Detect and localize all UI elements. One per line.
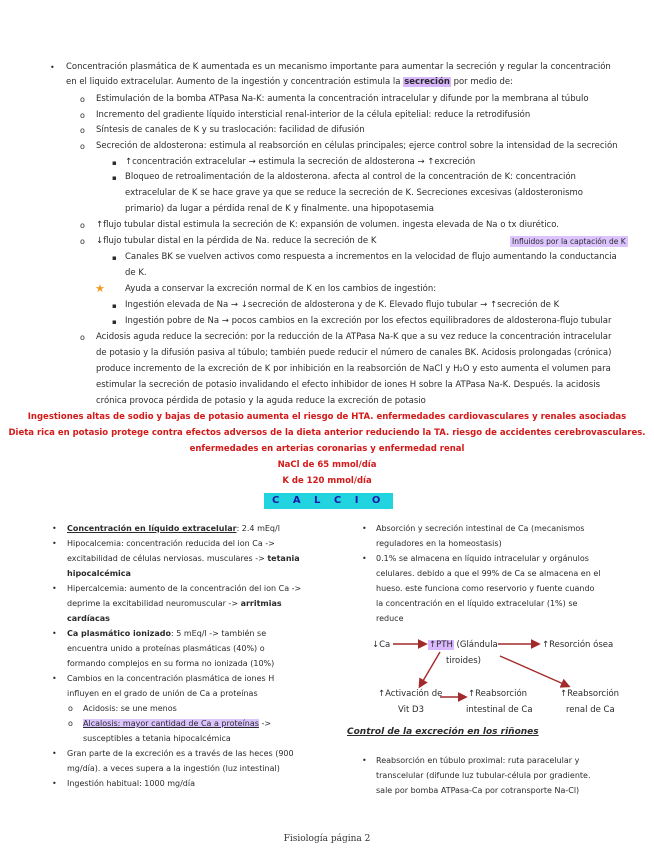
text-line: Cambios en la concentración plasmática de iones H [67, 674, 275, 683]
text-line: primario) da lugar a pérdida renal de K y finalmente. una hipopotasemia [125, 204, 434, 214]
text-line: ↑flujo tubular distal estimula la secreción de K: expansión de volumen. ingesta elevada de Na o tx diurético. [96, 220, 559, 230]
text-span: : 2.4 mEq/l [236, 524, 280, 533]
highlight-alcalosis: Alcalosis: mayor cantidad de Ca a proteínas [83, 719, 259, 728]
diagram-node-ca: ↓Ca [372, 640, 391, 650]
text-line: Ingestión elevada de Na → ↓secreción de aldosterona y de K. Elevado flujo tubular → ↑secreción de K [125, 300, 560, 310]
text-line: crónica provoca pérdida de potasio y la aguda reduce la excreción de potasio [96, 396, 426, 406]
diagram-node-reab-int-sub: intestinal de Ca [466, 705, 533, 715]
text-line: hueso. este funciona como reservorio y fuente cuando [376, 584, 595, 593]
text-span: por medio de: [450, 77, 514, 87]
text-line: Concentración plasmática de K aumentada es un mecanismo importante para aumentar la secreción y regular la concentración [66, 62, 611, 72]
text-span: ↑PTH [429, 640, 453, 650]
text-span: excitabilidad de células nerviosas. musculares -> [67, 554, 268, 563]
text-line: Canales BK se vuelven activos como respuesta a incrementos en la velocidad de flujo aumentando la conductancia [125, 252, 617, 262]
text-line: de potasio y la difusión pasiva al túbulo; también puede reducir el número de canales BK. Acidosis prolongadas (crónica) [96, 348, 612, 358]
text-line: Estimulación de la bomba ATPasa Na-K: aumenta la concentración intracelular y difunde por la membrana al túbulo [96, 94, 589, 104]
text-line: Reabsorción en túbulo proximal: ruta paracelular y [376, 756, 580, 765]
text-line: estimular la secreción de potasio invalidando el efecto inhibidor de iones H sobre la ATPasa Na-K. Después. la acidosis [96, 380, 601, 390]
text-span: en el liquido extracelular. Aumento de la ingestión y concentración estimula la [66, 77, 404, 87]
text-line: Acidosis aguda reduce la secreción: por la reducción de la ATPasa Na-K que a su vez reduce la concentración intracelular [96, 332, 612, 342]
text-line: ↑concentración extracelular → estimula la secreción de aldosterona → ↑excreción [125, 157, 476, 167]
diagram-node-reab-ren: ↑Reabsorción [560, 689, 620, 699]
bold-term: tetania [267, 554, 300, 563]
red-note: Ingestiones altas de sodio y bajas de potasio aumenta el riesgo de HTA. enfermedades cardiovasculares y renales asociadas [27, 412, 627, 422]
bold-term: Ca plasmático ionizado [67, 629, 171, 638]
text-line: influyen en el grado de unión de Ca a proteínas [67, 689, 258, 698]
diagram-node-reab-int: ↑Reabsorción [468, 689, 528, 699]
text-line: Secreción de aldosterona: estimula al reabsorción en células principales; ejerce control sobre la intensidad de la secreción [96, 141, 618, 151]
diagram-node-resorcion: ↑Resorción ósea [542, 640, 614, 650]
text-line: Ingestión pobre de Na → pocos cambios en la excreción por los efectos equilibradores de aldosterona-flujo tubular [125, 316, 612, 326]
star-icon: ★ [95, 282, 105, 295]
note-tag: Influidos por la captación de K [512, 237, 626, 246]
text-line: transcelular (difunde luz tubular-célula por gradiente. [376, 771, 591, 780]
text-line: formando complejos en su forma no ionizada (10%) [67, 659, 275, 668]
text-line: Hipercalcemia: aumento de la concentración del ion Ca -> [67, 584, 302, 593]
text-line: hipocalcémica [67, 569, 131, 578]
text-line: Ingestión habitual: 1000 mg/día [67, 779, 195, 788]
text-line: Gran parte de la excreción es a través de las heces (900 [67, 749, 294, 758]
text-line: Ayuda a conservar la excreción normal de K en los cambios de ingestión: [125, 284, 437, 294]
diagram-node-reab-ren-sub: renal de Ca [566, 705, 615, 715]
diagram-node-activacion: ↑Activación de [378, 689, 443, 699]
arrow-icon [500, 656, 568, 686]
text-line: Bloqueo de retroalimentación de la aldosterona. afecta al control de la concentración de K: concentración [125, 172, 576, 182]
red-note: NaCl de 65 mmol/día [277, 460, 377, 470]
bold-term: Concentración en líquido extracelular [67, 524, 237, 533]
text-line: reduce [376, 614, 404, 623]
text-span: (Glándula [453, 640, 498, 650]
text-line: Síntesis de canales de K y su traslocación: facilidad de difusión [96, 125, 365, 135]
text-line: de K. [125, 268, 147, 278]
text-line: encuentra unido a proteínas plasmáticas (40%) o [67, 644, 265, 653]
page-footer: Fisiología página 2 [283, 834, 371, 844]
bullet [362, 755, 367, 766]
text-span: : 5 mEq/l -> también se [170, 629, 267, 638]
diagram-node-activacion-sub: Vit D3 [398, 705, 424, 715]
text-line: ↓flujo tubular distal en la pérdida de Na. reduce la secreción de K [96, 236, 377, 246]
text-span: deprime la excitabilidad neuromuscular -> [67, 599, 241, 608]
text-line: Hipocalcemia: concentración reducida del ion Ca -> [67, 539, 275, 548]
text-line: reguladores en la homeostasis) [376, 539, 502, 548]
text-line: cardíacas [67, 614, 110, 623]
red-note: K de 120 mmol/día [282, 476, 372, 486]
text-line: extracelular de K se hace grave ya que se reduce la secreción de K. Secreciones excesivas (aldosteronismo [125, 188, 583, 198]
text-line: Absorción y secreción intestinal de Ca (mecanismos [376, 524, 585, 533]
section-heading-control: Control de la excreción en los riñones [347, 727, 539, 737]
right-column-2 [376, 753, 636, 798]
text-line: mg/día). a veces supera a la ingestión (luz intestinal) [67, 764, 280, 773]
text-line: la concentración en el líquido extracelular (1%) se [376, 599, 578, 608]
text-line: produce incremento de la excreción de K por inhibición en la reabsorción de NaCl y H₂O y esto aumenta el volumen para [96, 364, 611, 374]
highlight-secrecion: secreción [404, 77, 450, 87]
diagram-node-pth-sub: tiroides) [446, 656, 481, 666]
text-line: Acidosis: se une menos [83, 704, 177, 713]
red-note: Dieta rica en potasio protege contra efectos adversos de la dieta anterior reduciendo la TA. riesgo de accidentes cerebrovasculares. [8, 428, 646, 438]
text-line: celulares. debido a que el 99% de Ca se almacena en el [376, 569, 601, 578]
bold-term: arritmias [240, 599, 282, 608]
section-title-calcio: C A L C I O [264, 493, 393, 509]
text-line: susceptibles a tetania hipocalcémica [83, 734, 231, 743]
text-span: -> [258, 719, 272, 728]
text-line: Incremento del gradiente líquido intersticial renal-interior de la célula epitelial: reduce la retrodifusión [96, 110, 531, 120]
red-note: enfermedades en arterias coronarias y enfermedad renal [189, 444, 465, 454]
arrow-icon [420, 652, 440, 686]
text-line: sale por bomba ATPasa-Ca por cotransporte Na-Cl) [376, 786, 580, 795]
text-line: 0.1% se almacena en líquido intracelular y orgánulos [376, 554, 589, 563]
